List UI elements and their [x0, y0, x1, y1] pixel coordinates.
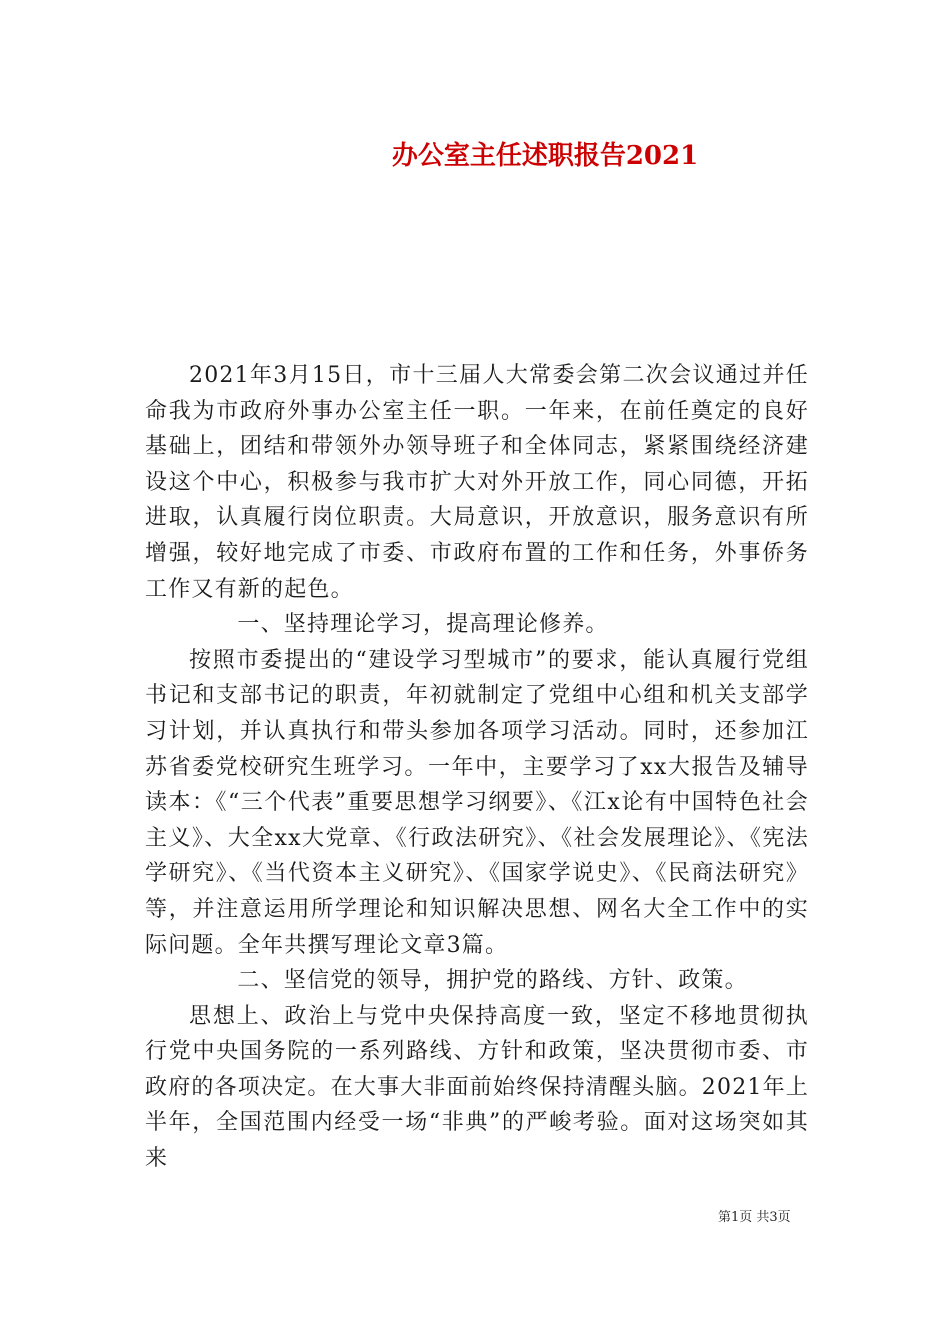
- section-heading-1: 一、坚持理论学习，提高理论修养。: [237, 612, 609, 638]
- paragraph-politics: 思想上、政治上与党中央保持高度一致，坚定不移地贯彻执行党中央国务院的一系列路线、方针和政策，坚决贯彻市委、市政府的各项决定。在大事大非面前始终保持清醒头脑。2021年上半年，全国范围内经受一场“非典”的严峻考验。面对这场突如其来: [145, 1003, 809, 1172]
- section-heading-2: 二、坚信党的领导，拥护党的路线、方针、政策。: [237, 968, 748, 994]
- document-body: [145, 358, 809, 1177]
- document-title: 办公室主任述职报告2021: [391, 141, 699, 171]
- page-number-footer: 第1页 共3页: [718, 1210, 791, 1225]
- paragraph-intro: 2021年3月15日，市十三届人大常委会第二次会议通过并任命我为市政府外事办公室主任一职。一年来，在前任奠定的良好基础上，团结和带领外办领导班子和全体同志，紧紧围绕经济建设这个中心，积极参与我市扩大对外开放工作，同心同德，开拓进取，认真履行岗位职责。大局意识，开放意识，服务意识有所增强，较好地完成了市委、市政府布置的工作和任务，外事侨务工作又有新的起色。: [145, 363, 809, 602]
- paragraph-study: 按照市委提出的“建设学习型城市”的要求，能认真履行党组书记和支部书记的职责，年初就制定了党组中心组和机关支部学习计划，并认真执行和带头参加各项学习活动。同时，还参加江苏省委党校研究生班学习。一年中，主要学习了xx大报告及辅导读本：《“三个代表”重要思想学习纲要》、《江x论有中国特色社会主义》、大全xx大党章、《行政法研究》、《社会发展理论》、《宪法学研究》、《当代资本主义研究》、《国家学说史》、《民商法研究》等，并注意运用所学理论和知识解决思想、网名大全工作中的实际问题。全年共撰写理论文章3篇。: [145, 647, 809, 958]
